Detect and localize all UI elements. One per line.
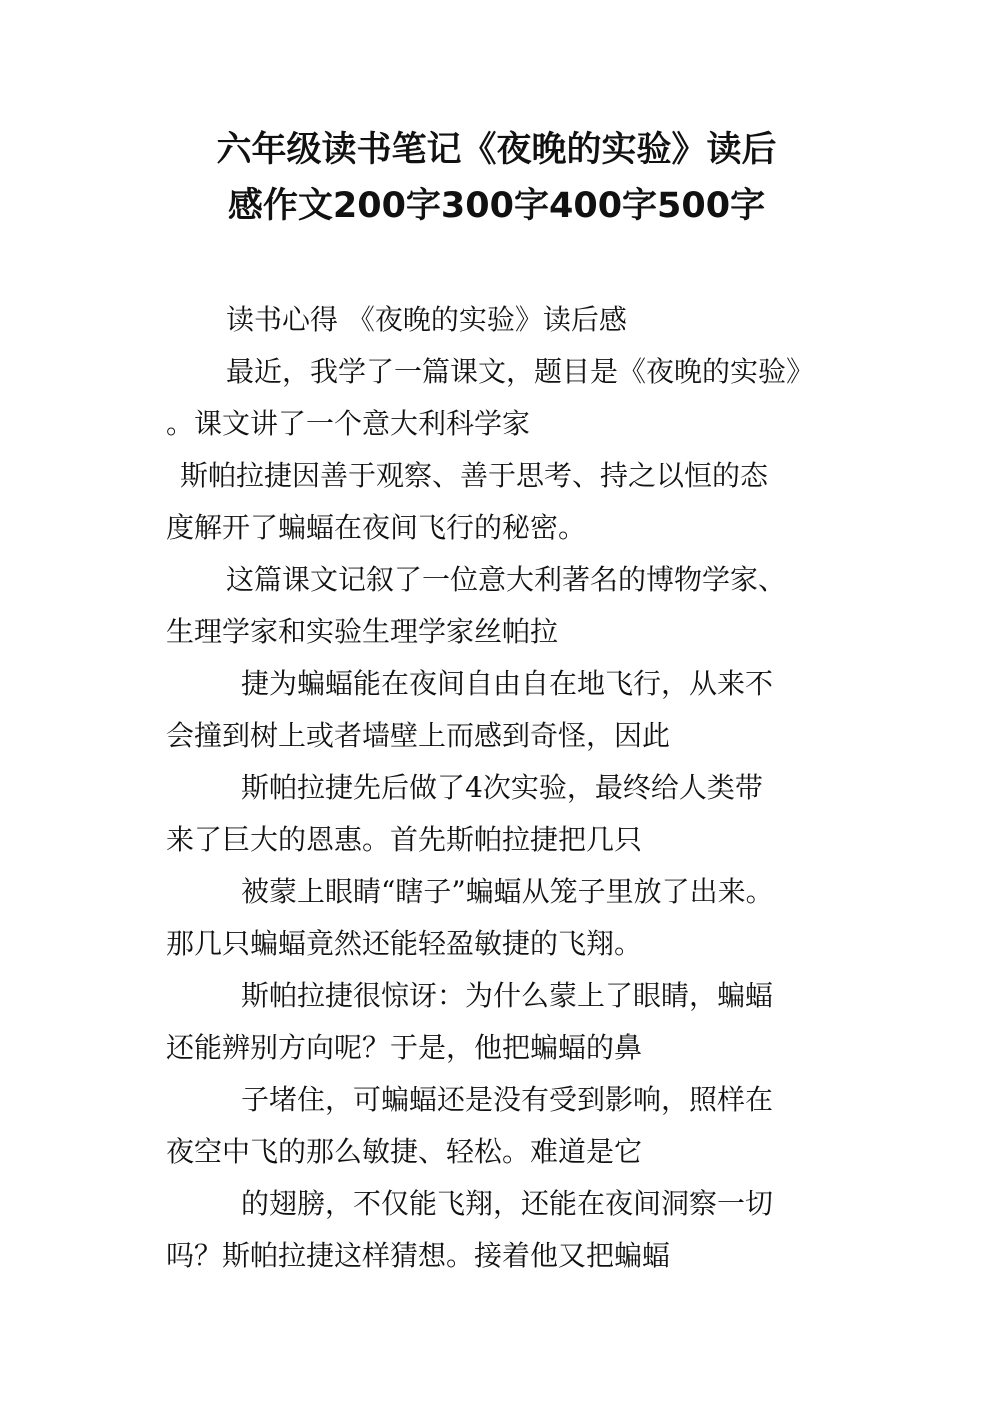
body-line: 。课文讲了一个意大利科学家 — [166, 407, 531, 440]
body-line: 斯帕拉捷先后做了4次实验，最终给人类带 — [241, 771, 763, 804]
body-line: 的翅膀，不仅能飞翔，还能在夜间洞察一切 — [241, 1187, 774, 1220]
body-line: 这篇课文记叙了一位意大利著名的博物学家、 — [226, 563, 787, 596]
body-line: 还能辨别方向呢？于是，他把蝙蝠的鼻 — [166, 1031, 643, 1064]
title-line-1: 六年级读书笔记《夜晚的实验》读后 — [216, 130, 777, 170]
body-line: 子堵住，可蝙蝠还是没有受到影响，照样在 — [241, 1083, 774, 1116]
body-line: 读书心得 《夜晚的实验》读后感 — [226, 303, 627, 336]
body-line: 度解开了蝙蝠在夜间飞行的秘密。 — [166, 511, 587, 544]
title-line-2: 感作文200字300字400字500字 — [227, 186, 766, 226]
body-line: 夜空中飞的那么敏捷、轻松。难道是它 — [166, 1135, 643, 1168]
body-line: 捷为蝙蝠能在夜间自由自在地飞行，从来不 — [241, 667, 774, 700]
body-line: 被蒙上眼睛“瞎子”蝙蝠从笼子里放了出来。 — [241, 875, 774, 908]
body-line: 斯帕拉捷因善于观察、善于思考、持之以恒的态 — [180, 459, 769, 492]
body-line: 那几只蝙蝠竟然还能轻盈敏捷的飞翔。 — [166, 927, 643, 960]
body-line: 斯帕拉捷很惊讶：为什么蒙上了眼睛，蝙蝠 — [241, 979, 774, 1012]
body-line: 最近，我学了一篇课文，题目是《夜晚的实验》 — [226, 355, 815, 388]
body-line: 生理学家和实验生理学家丝帕拉 — [166, 615, 559, 648]
body-line: 会撞到树上或者墙壁上而感到奇怪，因此 — [166, 719, 671, 752]
document-title — [90, 122, 903, 234]
body-line: 吗？斯帕拉捷这样猜想。接着他又把蝙蝠 — [166, 1239, 671, 1272]
body-line: 来了巨大的恩惠。首先斯帕拉捷把几只 — [166, 823, 643, 856]
